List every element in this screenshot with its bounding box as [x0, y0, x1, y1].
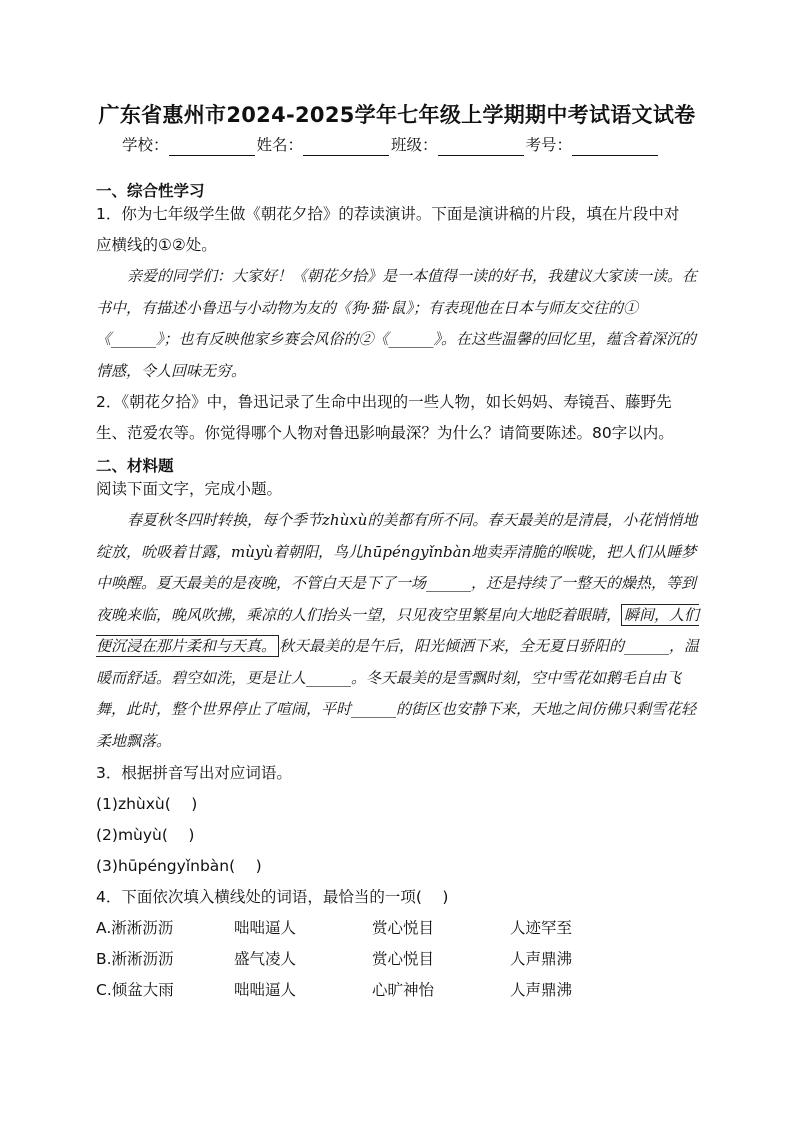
question-3-item-2: (2)mùyù( ) [96, 826, 195, 844]
name-field [257, 134, 392, 156]
question-3-item-1: (1)zhùxù( ) [96, 795, 198, 813]
question-2-text-line-2: 生、范爱农等。你觉得哪个人物对鲁迅影响最深？为什么？请简要陈述。80字以内。 [96, 424, 674, 442]
exam-no-blank[interactable] [572, 137, 658, 156]
student-info-row [122, 134, 660, 156]
option-b-word-1: B.淅淅沥沥 [96, 950, 174, 968]
class-field [391, 134, 526, 156]
option-c-word-2: 咄咄逼人 [234, 981, 297, 999]
school-label: 学校： [122, 136, 169, 154]
option-a-word-2: 咄咄逼人 [234, 919, 297, 937]
exam-no-field [526, 134, 661, 156]
option-c-word-1: C.倾盆大雨 [96, 981, 174, 999]
question-3-text: 3．根据拼音写出对应词语。 [96, 764, 292, 782]
question-3-item-3: (3)hūpéngyǐnbàn( ) [96, 857, 262, 875]
school-field [122, 134, 257, 156]
question-1-text-line-1: 1．你为七年级学生做《朝花夕拾》的荐读演讲。下面是演讲稿的片段，填在片段中对 [96, 205, 680, 223]
class-label: 班级： [391, 136, 438, 154]
option-c-word-4: 人声鼎沸 [510, 981, 573, 999]
option-c-word-3: 心旷神怡 [372, 981, 435, 999]
exam-no-label: 考号： [525, 136, 573, 154]
section-heading-1: 一、综合性学习 [96, 182, 205, 200]
passage-part-2: 秋天最美的是午后，阳光倾洒下来，全无夏日骄阳的______，温暖而舒适。碧空如洗，更是让人______。冬天最美的是雪飘时刻，空中雪花如鹅毛自由飞舞，此时，整个世界停止了喧闹，平时______的街区也安静下来，天地之间仿佛只剩雪花轻柔地飘落。 [96, 637, 700, 750]
question-2-text-line-1: 2．《朝花夕拾》中，鲁迅记录了生命中出现的一些人物，如长妈妈、寿镜吾、藤野先 [96, 393, 672, 411]
speech-excerpt: 亲爱的同学们：大家好！《朝花夕拾》是一本值得一读的好书，我建议大家读一读。在书中，有描述小鲁迅与小动物为友的《狗·猫·鼠》；有表现他在日本与师友交往的①《______》；也有反映他家乡赛会风俗的②《______》。在这些温馨的回忆里，蕴含着深沉的情感，令人回味无穷。 [96, 267, 698, 380]
passage-part-1: 春夏秋冬四时转换，每个季节zhùxù的美都有所不同。春天最美的是清晨，小花悄悄地绽放，吮吸着甘露，mùyù着朝阳，鸟儿hūpéngyǐnbàn地卖弄清脆的喉咙，把人们从睡梦中唤醒。夏天最美的是夜晚，不管白天是下了一场______，还是持续了一整天的燥热，等到夜晚来临，晚风吹拂，乘凉的人们抬头一望，只见夜空里繁星向大地眨着眼睛， [96, 511, 698, 624]
reading-passage [96, 505, 702, 757]
question-4-text: 4．下面依次填入横线处的词语，最恰当的一项( ) [96, 888, 449, 906]
name-label: 姓名： [256, 136, 304, 154]
question-1-text-line-2: 应横线的①②处。 [96, 236, 217, 254]
class-blank[interactable] [438, 137, 524, 156]
reading-instruction: 阅读下面文字，完成小题。 [96, 480, 283, 498]
option-b-word-4: 人声鼎沸 [510, 950, 573, 968]
option-a-word-4: 人迹罕至 [510, 919, 573, 937]
passage-boxed-sentence: 瞬间，人们便沉浸在那片柔和与天真。 [96, 605, 700, 655]
option-a-word-3: 赏心悦目 [372, 919, 435, 937]
option-b-word-2: 盛气凌人 [234, 950, 297, 968]
option-b-word-3: 赏心悦目 [372, 950, 435, 968]
page-title: 广东省惠州市2024-2025学年七年级上学期期中考试语文试卷 [98, 103, 696, 127]
option-a-word-1: A.淅淅沥沥 [96, 919, 174, 937]
section-heading-2: 二、材料题 [96, 457, 174, 475]
name-blank[interactable] [303, 137, 389, 156]
school-blank[interactable] [169, 137, 255, 156]
